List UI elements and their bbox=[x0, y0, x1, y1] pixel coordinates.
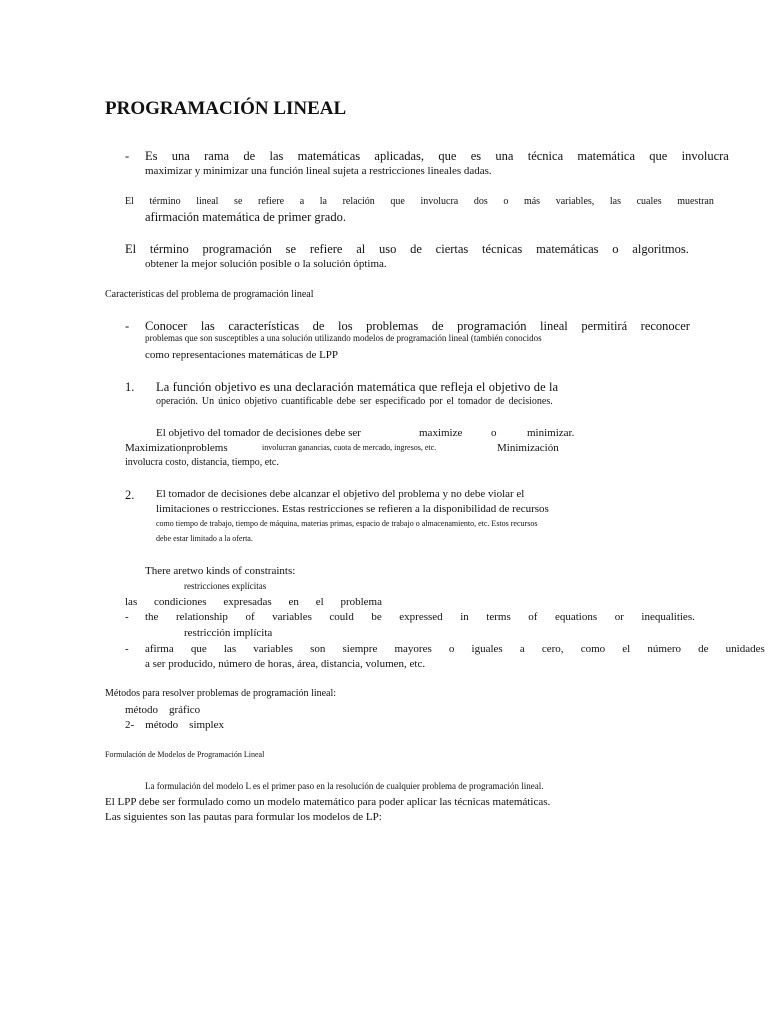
implicit-constraint-line1 bbox=[145, 644, 765, 655]
word: a bbox=[519, 643, 525, 655]
constraints-intro: There aretwo kinds of constraints: bbox=[145, 565, 296, 577]
bullet-dash: - bbox=[125, 643, 129, 655]
word: son bbox=[310, 643, 326, 655]
word: afirma bbox=[145, 643, 174, 655]
item2-line4: debe estar limitado a la oferta. bbox=[156, 534, 253, 543]
word: expressed bbox=[399, 611, 443, 623]
word: problema bbox=[340, 596, 382, 608]
word: término bbox=[149, 196, 181, 207]
word: técnica bbox=[527, 149, 564, 163]
paragraph-programacion-line1 bbox=[125, 243, 689, 256]
word: of bbox=[245, 611, 255, 623]
word: de bbox=[243, 149, 256, 163]
word: variables bbox=[253, 643, 293, 655]
minimization-label: Minimización bbox=[497, 442, 559, 454]
word: involucra bbox=[681, 149, 729, 163]
word: relationship bbox=[175, 611, 228, 623]
word: El bbox=[125, 242, 137, 256]
word: or bbox=[614, 611, 624, 623]
word: que bbox=[190, 643, 207, 655]
minimization-detail: involucra costo, distancia, tiempo, etc. bbox=[125, 457, 279, 468]
word: o bbox=[503, 196, 509, 207]
objective-maximize: maximize bbox=[419, 427, 463, 439]
formulacion-paragraph-3: Las siguientes son las pautas para formular los modelos de LP: bbox=[105, 811, 382, 823]
word: muestran bbox=[677, 196, 714, 207]
word: programación bbox=[457, 319, 527, 333]
word: matemáticas bbox=[536, 242, 599, 256]
explicit-constraint-label: restricciones explícitas bbox=[184, 581, 267, 591]
word: iguales bbox=[471, 643, 503, 655]
item1-line2: operación. Un único objetivo cuantificable debe ser especificado por el tomador de decisiones. bbox=[156, 396, 553, 407]
word: de bbox=[698, 643, 709, 655]
word: permitirá bbox=[581, 319, 628, 333]
paragraph-lineal-line2: afirmación matemática de primer grado. bbox=[145, 210, 346, 224]
caracteristicas-bullet-line1 bbox=[145, 320, 690, 333]
word: matemáticas bbox=[297, 149, 361, 163]
word: in bbox=[460, 611, 469, 623]
word: a bbox=[299, 196, 305, 207]
word: involucra bbox=[420, 196, 459, 207]
word: las bbox=[609, 196, 621, 207]
word: uso bbox=[378, 242, 397, 256]
word: que bbox=[390, 196, 405, 207]
word: características bbox=[228, 319, 300, 333]
word: Conocer bbox=[145, 319, 188, 333]
word: lineal bbox=[196, 196, 219, 207]
word: en bbox=[288, 596, 299, 608]
word: los bbox=[337, 319, 353, 333]
word: of bbox=[528, 611, 538, 623]
word: refiere bbox=[258, 196, 285, 207]
method-simplex: 2- método simplex bbox=[125, 719, 224, 731]
word: las bbox=[269, 149, 284, 163]
word: aplicadas, bbox=[374, 149, 425, 163]
word: problemas bbox=[366, 319, 419, 333]
word: dos bbox=[473, 196, 488, 207]
implicit-constraint-line2: a ser producido, número de horas, área, distancia, volumen, etc. bbox=[145, 658, 426, 670]
word: refiere bbox=[309, 242, 343, 256]
word: variables bbox=[272, 611, 312, 623]
word: de bbox=[431, 319, 444, 333]
paragraph-lineal-line1 bbox=[125, 197, 714, 207]
page-title: PROGRAMACIÓN LINEAL bbox=[105, 98, 347, 119]
word: las bbox=[200, 319, 215, 333]
word: se bbox=[234, 196, 243, 207]
word: programación bbox=[202, 242, 272, 256]
word: como bbox=[580, 643, 606, 655]
caracteristicas-bullet-line3: como representaciones matemáticas de LPP bbox=[145, 349, 339, 361]
formulacion-paragraph-1: La formulación del modelo L es el primer paso en la resolución de cualquier problema de programación lineal. bbox=[145, 781, 544, 791]
section-heading-formulacion: Formulación de Modelos de Programación Lineal bbox=[105, 750, 265, 759]
item1-line1: La función objetivo es una declaración matemática que refleja el objetivo de la bbox=[156, 380, 559, 394]
implicit-constraint-label: restricción implícita bbox=[184, 627, 273, 639]
word: término bbox=[149, 242, 189, 256]
bullet-dash: - bbox=[125, 319, 130, 333]
objective-or: o bbox=[491, 427, 497, 439]
word: cuales bbox=[636, 196, 662, 207]
word: una bbox=[495, 149, 514, 163]
word: mayores bbox=[394, 643, 432, 655]
explicit-constraint-line2 bbox=[145, 612, 695, 623]
word: expresadas bbox=[223, 596, 272, 608]
word: que bbox=[438, 149, 457, 163]
word: matemática bbox=[577, 149, 636, 163]
explicit-constraint-line1 bbox=[125, 597, 382, 608]
word: be bbox=[371, 611, 382, 623]
word: variables, bbox=[555, 196, 595, 207]
word: siempre bbox=[342, 643, 378, 655]
item2-line1: El tomador de decisiones debe alcanzar el objetivo del problema y no debe violar el bbox=[156, 488, 525, 500]
word: El bbox=[125, 196, 134, 207]
maximization-detail: involucran ganancias, cuota de mercado, ingresos, etc. bbox=[262, 443, 437, 452]
word: relación bbox=[342, 196, 375, 207]
word: al bbox=[356, 242, 366, 256]
word: de bbox=[312, 319, 325, 333]
word: terms bbox=[486, 611, 511, 623]
word: ciertas bbox=[435, 242, 469, 256]
word: reconocer bbox=[640, 319, 690, 333]
word: se bbox=[285, 242, 297, 256]
objective-text: El objetivo del tomador de decisiones debe ser bbox=[156, 427, 361, 439]
section-heading-metodos: Métodos para resolver problemas de programación lineal: bbox=[105, 688, 337, 699]
word: de bbox=[410, 242, 422, 256]
word: algoritmos. bbox=[632, 242, 689, 256]
word: más bbox=[523, 196, 541, 207]
word: rama bbox=[204, 149, 230, 163]
section-heading-caracteristicas: Características del problema de programación lineal bbox=[105, 289, 314, 300]
bullet-dash: - bbox=[125, 149, 130, 163]
word: equations bbox=[554, 611, 598, 623]
intro-bullet-line1 bbox=[145, 150, 729, 163]
word: es bbox=[470, 149, 482, 163]
intro-bullet-line2: maximizar y minimizar una función lineal sujeta a restricciones lineales dadas. bbox=[145, 165, 492, 177]
word: que bbox=[649, 149, 668, 163]
maximization-label: Maximizationproblems bbox=[125, 442, 228, 454]
formulacion-paragraph-2: El LPP debe ser formulado como un modelo matemático para poder aplicar las técnicas matemáticas. bbox=[105, 796, 551, 808]
word: condiciones bbox=[154, 596, 207, 608]
word: las bbox=[223, 643, 237, 655]
word: unidades bbox=[725, 643, 765, 655]
word: could bbox=[329, 611, 354, 623]
item2-line3: como tiempo de trabajo, tiempo de máquina, materias primas, espacio de trabajo o almacenamiento, etc. Estos recursos bbox=[156, 519, 538, 528]
word: una bbox=[171, 149, 190, 163]
word: las bbox=[125, 596, 138, 608]
word: el bbox=[622, 643, 631, 655]
method-graphic: método gráfico bbox=[125, 704, 201, 716]
word: cero, bbox=[541, 643, 564, 655]
list-number: 2. bbox=[125, 488, 135, 502]
caracteristicas-bullet-line2: problemas que son susceptibles a una solución utilizando modelos de programación lineal (también conocidos bbox=[145, 333, 542, 343]
word: o bbox=[612, 242, 619, 256]
objective-minimize: minimizar. bbox=[527, 427, 575, 439]
word: el bbox=[315, 596, 324, 608]
bullet-dash: - bbox=[125, 611, 129, 623]
word: número bbox=[647, 643, 681, 655]
word: inequalities. bbox=[641, 611, 695, 623]
word: o bbox=[448, 643, 455, 655]
list-number: 1. bbox=[125, 380, 135, 394]
word: lineal bbox=[540, 319, 568, 333]
paragraph-programacion-line2: obtener la mejor solución posible o la solución óptima. bbox=[145, 258, 387, 270]
word: la bbox=[319, 196, 327, 207]
word: Es bbox=[145, 149, 158, 163]
item2-line2: limitaciones o restricciones. Estas restricciones se refieren a la disponibilidad de recursos bbox=[156, 503, 549, 515]
word: the bbox=[145, 611, 159, 623]
word: técnicas bbox=[482, 242, 523, 256]
